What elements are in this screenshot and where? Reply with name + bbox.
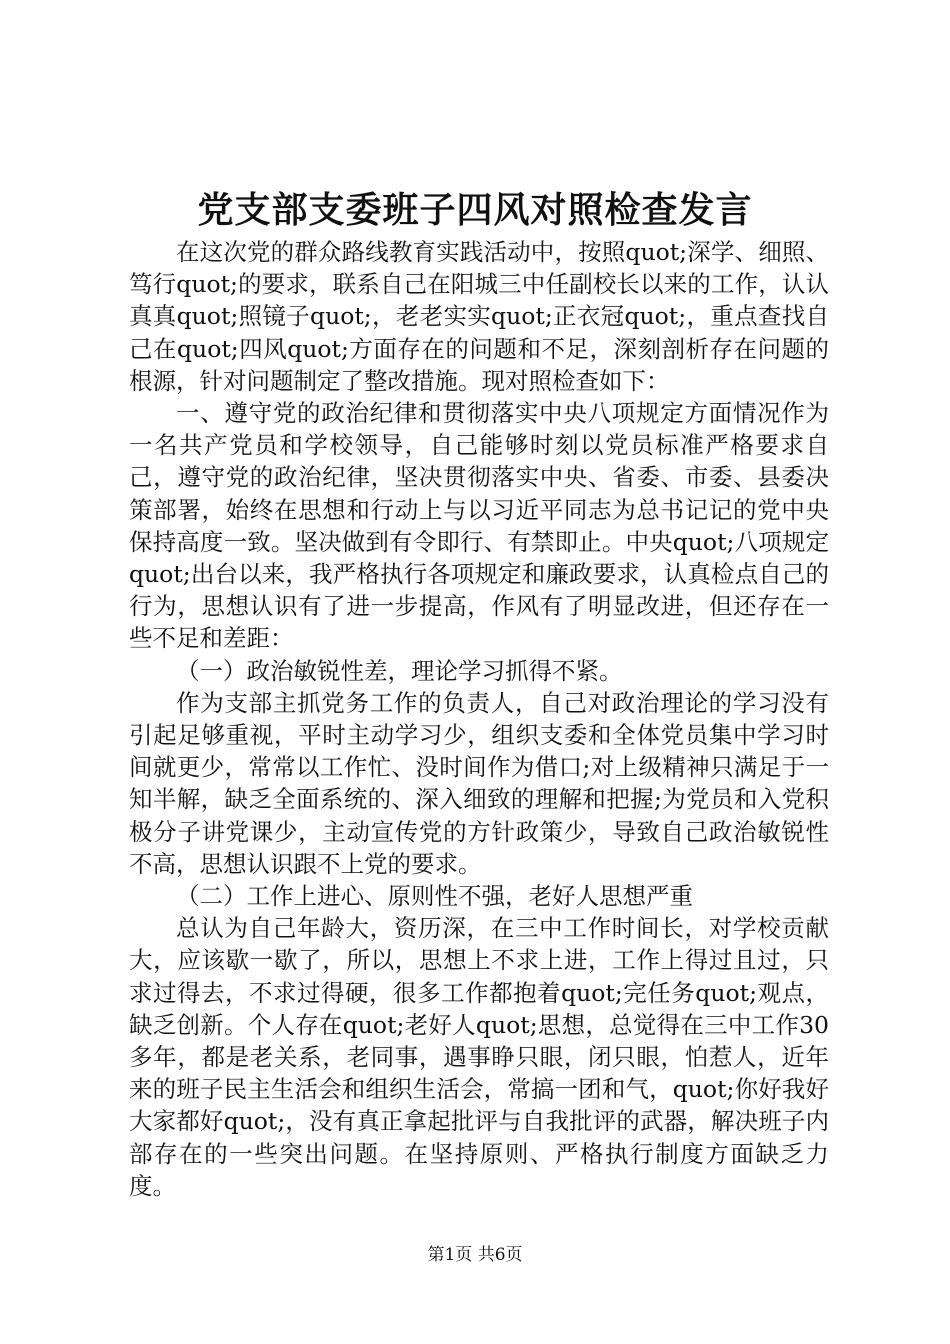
paragraph-intro: 在这次党的群众路线教育实践活动中，按照quot;深学、细照、笃行quot;的要求，联系自己在阳城三中任副校长以来的工作，认认真真quot;照镜子quot;，老老实实quot;正衣冠quot;，重点查找自己在quot;四风quot;方面存在的问题和不足，深刻剖析存在问题的根源，针对问题制定了整改措施。现对照检查如下： — [129, 238, 829, 395]
page-number-footer: 第1页 共6页 — [427, 1245, 523, 1265]
paragraph-section-1: 一、遵守党的政治纪律和贯彻落实中央八项规定方面情况作为一名共产党员和学校领导，自己能够时刻以党员标准严格要求自己，遵守党的政治纪律，坚决贯彻落实中央、省委、市委、县委决策部署，始终在思想和行动上与以习近平同志为总书记记的党中央保持高度一致。坚决做到有令即行、有禁即止。中央quot;八项规定quot;出台以来，我严格执行各项规定和廉政要求，认真检点自己的行为，思想认识有了进一步提高，作风有了明显改进，但还存在一些不足和差距： — [129, 399, 829, 653]
paragraph-subsection-1-body: 作为支部主抓党务工作的负责人，自己对政治理论的学习没有引起足够重视，平时主动学习少，组织支委和全体党员集中学习时间就更少，常常以工作忙、没时间作为借口;对上级精神只满足于一知半解，缺乏全面系统的、深入细致的理解和把握;为党员和入党积极分子讲党课少，主动宣传党的方针政策少，导致自己政治敏锐性不高，思想认识跟不上党的要求。 — [129, 688, 829, 878]
paragraph-subheading-2: （二）工作上进心、原则性不强，老好人思想严重 — [176, 882, 693, 911]
document-title: 党支部支委班子四风对照检查发言 — [197, 189, 753, 231]
paragraph-subsection-2-body: 总认为自己年龄大，资历深，在三中工作时间长，对学校贡献大，应该歇一歇了，所以，思想上不求上进，工作上得过且过，只求过得去，不求过得硬，很多工作都抱着quot;完任务quot;观点，缺乏创新。个人存在quot;老好人quot;思想，总觉得在三中工作30多年，都是老关系，老同事，遇事睁只眼，闭只眼，怕惹人，近年来的班子民主生活会和组织生活会，常搞一团和气，quot;你好我好大家都好quot;，没有真正拿起批评与自我批评的武器，解决班子内部存在的一些突出问题。在坚持原则、严格执行制度方面缺乏力度。 — [129, 914, 829, 1200]
document-body — [129, 236, 829, 1202]
paragraph-subheading-1: （一）政治敏锐性差，理论学习抓得不紧。 — [176, 656, 623, 685]
